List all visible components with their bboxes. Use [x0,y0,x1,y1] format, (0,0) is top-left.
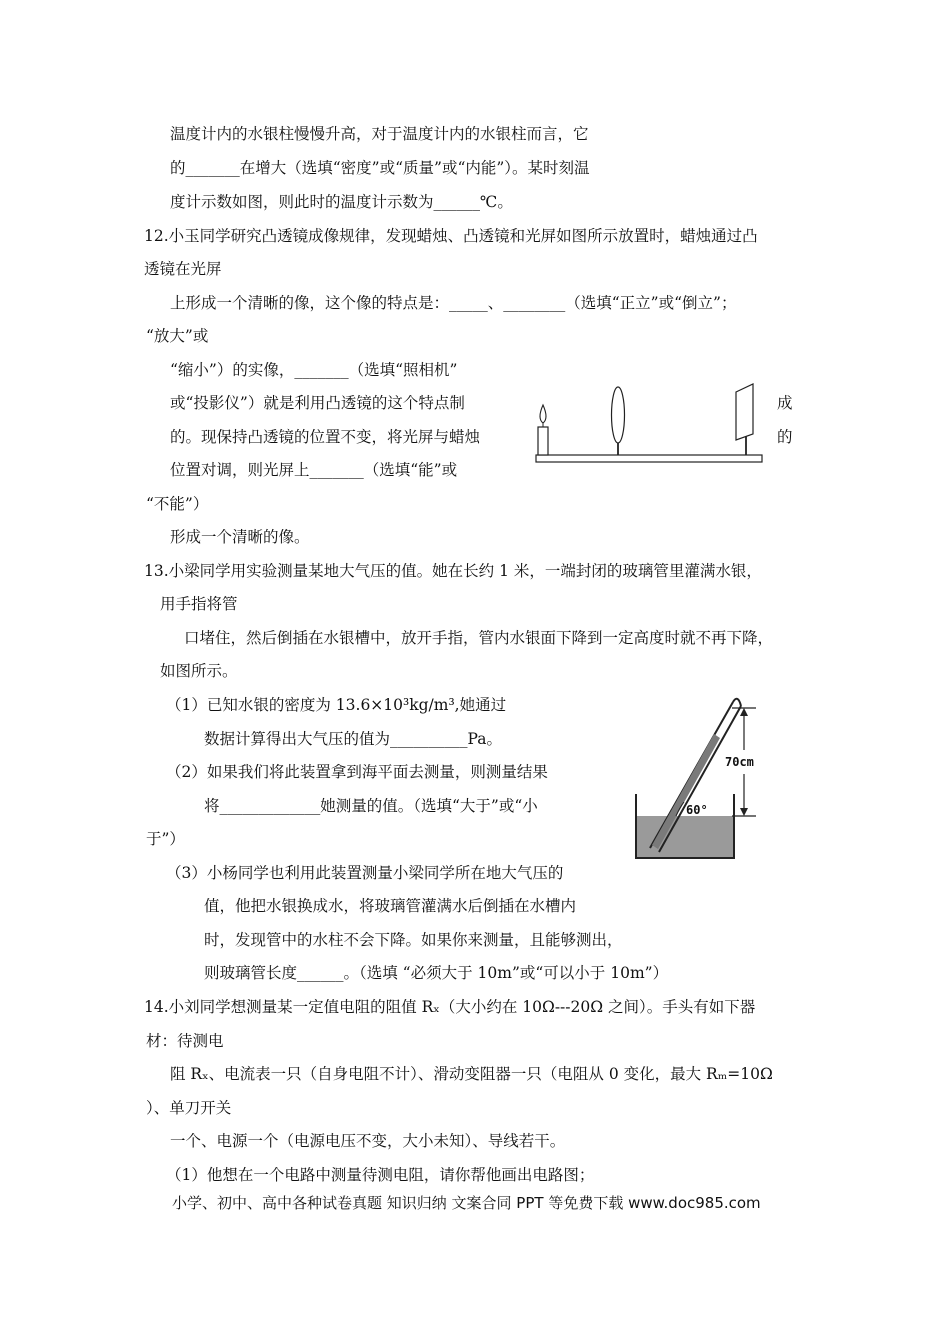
q14-line-5: 一个、电源一个（电源电压不变，大小未知）、导线若干。 [170,1132,566,1150]
page-footer: 小学、初中、高中各种试卷真题 知识归纳 文案合同 PPT 等免费下载 www.doc985.com [172,1194,761,1212]
q13-line-1: 13.小梁同学用实验测量某地大气压的值。她在长约 1 米，一端封闭的玻璃管里灌满水银， [144,562,762,580]
q13-part3-line-1: （3）小杨同学也利用此装置测量小梁同学所在地大气压的 [166,864,564,882]
q13-part3-line-4: 则玻璃管长度______。（选填 “必须大于 10m”或“可以小于 10m”） [204,964,669,982]
q12-line-6-right: 成 [777,394,793,412]
angle-label: 60° [686,803,708,817]
q13-part1-line-2: 数据计算得出大气压的值为__________Pa。 [204,730,502,748]
q13-part1-line-1: （1）已知水银的密度为 13.6×10³kg/m³,她通过 [166,696,507,714]
q13-part2-line-2: 将_____________她测量的值。（选填“大于”或“小 [204,797,538,815]
q12-line-10: 形成一个清晰的像。 [170,528,310,546]
q14-line-3: 阻 Rₓ、电流表一只（自身电阻不计）、滑动变阻器一只（电阻从 0 变化，最大 Rₘ=10Ω [170,1065,773,1083]
height-label: 70cm [725,755,754,769]
arrow-down [740,808,748,816]
q11-line-2: 的_______在增大（选填“密度”或“质量”或“内能”）。某时刻温 [170,159,590,177]
q12-line-9: “不能”） [146,495,209,513]
q14-line-4: ）、单刀开关 [146,1099,232,1117]
q13-part2-line-3: 于”） [146,830,185,848]
q13-line-3: 口堵住，然后倒插在水银槽中，放开手指，管内水银面下降到一定高度时就不再下降， [184,629,774,647]
q12-line-2: 透镜在光屏 [144,260,222,278]
q12-line-8: 位置对调，则光屏上_______（选填“能”或 [170,461,458,479]
arrow-up [740,708,748,716]
q12-line-5: “缩小”）的实像，_______（选填“照相机” [170,361,458,379]
q14-line-1: 14.小刘同学想测量某一定值电阻的阻值 Rₓ（大小约在 10Ω---20Ω 之间）。手头有如下器 [144,998,756,1016]
q12-line-7-right: 的 [777,428,793,446]
q13-line-4: 如图所示。 [160,662,238,680]
q12-line-3: 上形成一个清晰的像，这个像的特点是：_____、________（选填“正立”或“倒立”； [170,294,737,312]
q12-line-7: 的。现保持凸透镜的位置不变，将光屏与蜡烛 [170,428,481,446]
convex-lens [612,387,625,443]
glass-tube-top [733,699,741,706]
q12-line-1: 12.小玉同学研究凸透镜成像规律，发现蜡烛、凸透镜和光屏如图所示放置时，蜡烛通过凸 [144,227,758,245]
q13-part3-line-3: 时，发现管中的水柱不会下降。如果你来测量，且能够测出， [204,931,623,949]
q12-line-4: “放大”或 [146,327,209,345]
q12-line-6: 或“投影仪”）就是利用凸透镜的这个特点制 [170,394,465,412]
candle [538,427,548,455]
torricelli-figure [632,690,782,862]
q13-part3-line-2: 值，他把水银换成水，将玻璃管灌满水后倒插在水槽内 [204,897,577,915]
lens-bench-figure [530,378,770,470]
candle-flame [540,405,546,423]
q11-line-1: 温度计内的水银柱慢慢升高，对于温度计内的水银柱而言，它 [170,125,589,143]
q14-line-2: 材：待测电 [146,1032,224,1050]
light-screen [736,384,753,440]
optical-bench [536,455,762,462]
q13-line-2: 用手指将管 [160,595,238,613]
q13-part2-line-1: （2）如果我们将此装置拿到海平面去测量，则测量结果 [166,763,548,781]
mercury-trough-liquid [636,816,734,858]
q14-part1: （1）他想在一个电路中测量待测电阻，请你帮他画出电路图； [166,1166,595,1184]
q11-line-3: 度计示数如图，则此时的温度计示数为______℃。 [170,193,513,211]
